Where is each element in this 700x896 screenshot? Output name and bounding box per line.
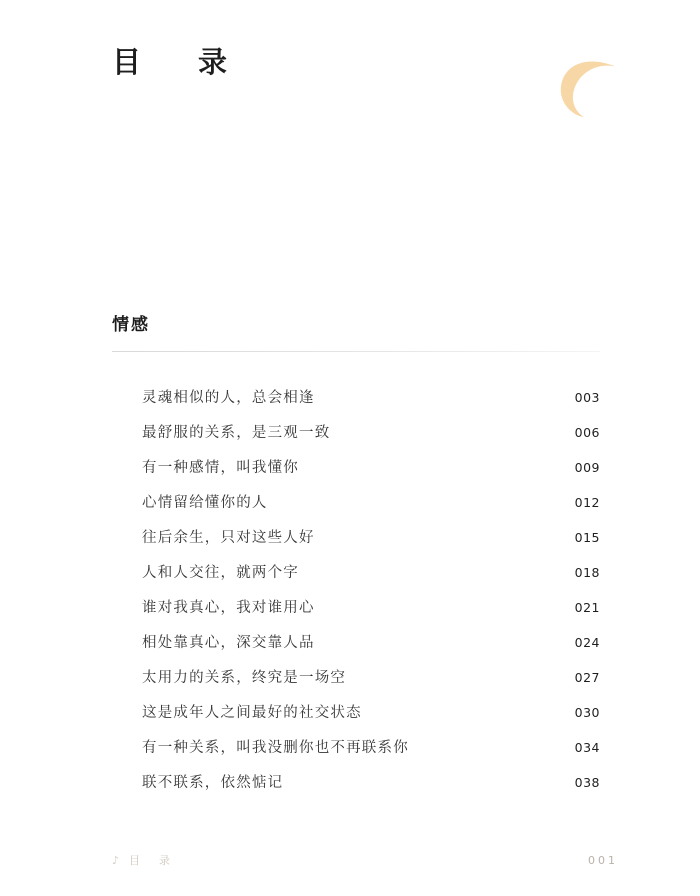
toc-entry-page: 024 [574,635,600,650]
toc-entry-title: 联不联系，依然惦记 [142,775,284,791]
toc-entry-title: 人和人交往，就两个字 [142,565,299,581]
section-divider [112,351,600,352]
footer-label-group [112,852,174,868]
music-note-icon: ♪ [112,853,124,867]
list-item[interactable] [112,421,600,456]
list-item[interactable] [112,596,600,631]
toc-entry-page: 018 [574,565,600,580]
list-item[interactable] [112,666,600,701]
toc-entry-page: 034 [574,740,600,755]
list-item[interactable] [112,631,600,666]
toc-entry-title: 心情留给懂你的人 [142,495,268,511]
footer-label: 目 录 [129,854,175,867]
list-item[interactable] [112,456,600,491]
toc-entry-title: 最舒服的关系，是三观一致 [142,425,331,441]
toc-entry-title: 太用力的关系，终究是一场空 [142,670,347,686]
crescent-moon-icon [544,48,618,122]
list-item[interactable] [112,526,600,561]
toc-entry-page: 021 [574,600,600,615]
toc-entry-title: 这是成年人之间最好的社交状态 [142,705,362,721]
section-title: 情感 [112,315,150,335]
table-of-contents [112,386,600,806]
toc-entry-title: 相处靠真心，深交靠人品 [142,635,315,651]
toc-entry-page: 030 [574,705,600,720]
toc-entry-title: 有一种感情，叫我懂你 [142,460,299,476]
list-item[interactable] [112,386,600,421]
list-item[interactable] [112,736,600,771]
page-footer [112,852,618,868]
toc-entry-page: 015 [574,530,600,545]
toc-entry-title: 有一种关系，叫我没删你也不再联系你 [142,740,409,756]
page-title: 目 录 [112,45,242,79]
footer-page-number: 001 [588,853,618,867]
toc-entry-page: 012 [574,495,600,510]
toc-entry-page: 009 [574,460,600,475]
toc-entry-page: 038 [574,775,600,790]
list-item[interactable] [112,701,600,736]
toc-entry-title: 灵魂相似的人，总会相逢 [142,390,315,406]
list-item[interactable] [112,491,600,526]
toc-entry-page: 027 [574,670,600,685]
toc-entry-page: 006 [574,425,600,440]
list-item[interactable] [112,561,600,596]
toc-entry-title: 谁对我真心，我对谁用心 [142,600,315,616]
list-item[interactable] [112,771,600,806]
toc-entry-title: 往后余生，只对这些人好 [142,530,315,546]
toc-entry-page: 003 [574,390,600,405]
